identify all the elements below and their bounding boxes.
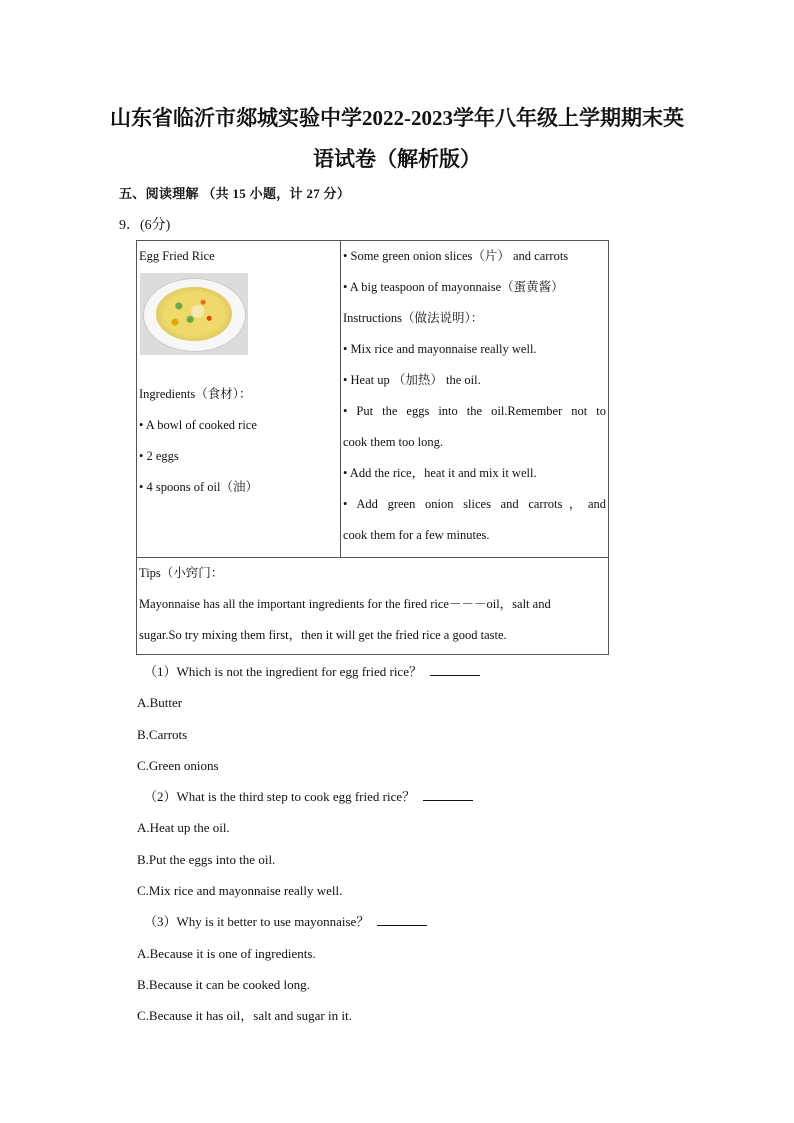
instruction-step: • Add the rice，heat it and mix it well. xyxy=(343,466,537,480)
instruction-step: • Put the eggs into the oil.Remember not to xyxy=(343,404,606,418)
ingredient-item: • A bowl of cooked rice xyxy=(139,418,257,432)
fried-rice-photo xyxy=(140,273,248,355)
dish-name: Egg Fried Rice xyxy=(139,249,215,263)
question-stem xyxy=(137,906,607,937)
answer-option: B.Because it can be cooked long. xyxy=(137,976,310,992)
instructions-heading: Instructions（做法说明）： xyxy=(343,311,484,325)
ingredient-item: • 4 spoons of oil（油） xyxy=(139,480,258,494)
recipe-right-cell xyxy=(341,241,609,558)
answer-option: A.Heat up the oil. xyxy=(137,820,230,836)
question-stem xyxy=(137,781,607,812)
tips-text-line: Mayonnaise has all the important ingredients for the fired rice－－－oil，salt and xyxy=(139,597,551,611)
question-stem-text: （2）What is the third step to cook egg fried rice？ xyxy=(144,789,416,805)
tips-text-line: sugar.So try mixing them first，then it will get the fried rice a good taste. xyxy=(139,628,507,642)
section-heading: 五、阅读理解 （共 15 小题，计 27 分） xyxy=(119,186,351,201)
rice-shape xyxy=(156,287,232,341)
answer-option: B.Carrots xyxy=(137,726,188,742)
instruction-step-cont: cook them too long. xyxy=(343,435,443,449)
doc-title-line-1: 山东省临沂市郯城实验中学2022-2023学年八年级上学期期末英 xyxy=(110,106,684,130)
answer-option: C.Because it has oil，salt and sugar in it. xyxy=(137,1008,352,1024)
answer-blank xyxy=(430,663,480,676)
ingredient-item: • A big teaspoon of mayonnaise（蛋黄酱） xyxy=(343,280,564,294)
answer-blank xyxy=(423,788,473,801)
ingredient-item: • 2 eggs xyxy=(139,449,179,463)
instruction-step-cont: cook them for a few minutes. xyxy=(343,528,490,542)
ingredients-heading: Ingredients（食材）： xyxy=(139,387,252,401)
tips-heading: Tips（小窍门： xyxy=(139,566,224,580)
question-number: 9．(6分) xyxy=(119,218,171,233)
instruction-step: • Add green onion slices and carrots，and xyxy=(343,497,606,511)
question-stem xyxy=(137,656,607,687)
doc-title-line-2: 语试卷（解析版） xyxy=(313,147,481,171)
answer-option: C.Mix rice and mayonnaise really well. xyxy=(137,883,343,899)
tips-cell xyxy=(137,558,609,655)
questions-block xyxy=(137,656,607,1032)
answer-option: C.Green onions xyxy=(137,757,219,773)
answer-option: A.Because it is one of ingredients. xyxy=(137,945,316,961)
recipe-left-cell xyxy=(137,241,341,558)
question-stem-text: （1）Which is not the ingredient for egg fried rice？ xyxy=(144,664,422,679)
instruction-step: • Mix rice and mayonnaise really well. xyxy=(343,342,537,356)
recipe-table xyxy=(136,240,609,655)
answer-blank xyxy=(377,913,427,926)
ingredient-item: • Some green onion slices（片） and carrots xyxy=(343,249,569,263)
answer-option: A.Butter xyxy=(137,695,183,711)
instruction-step: • Heat up （加热） the oil. xyxy=(343,373,481,387)
question-stem-text: （3）Why is it better to use mayonnaise？ xyxy=(144,914,370,930)
answer-option: B.Put the eggs into the oil. xyxy=(137,851,276,867)
